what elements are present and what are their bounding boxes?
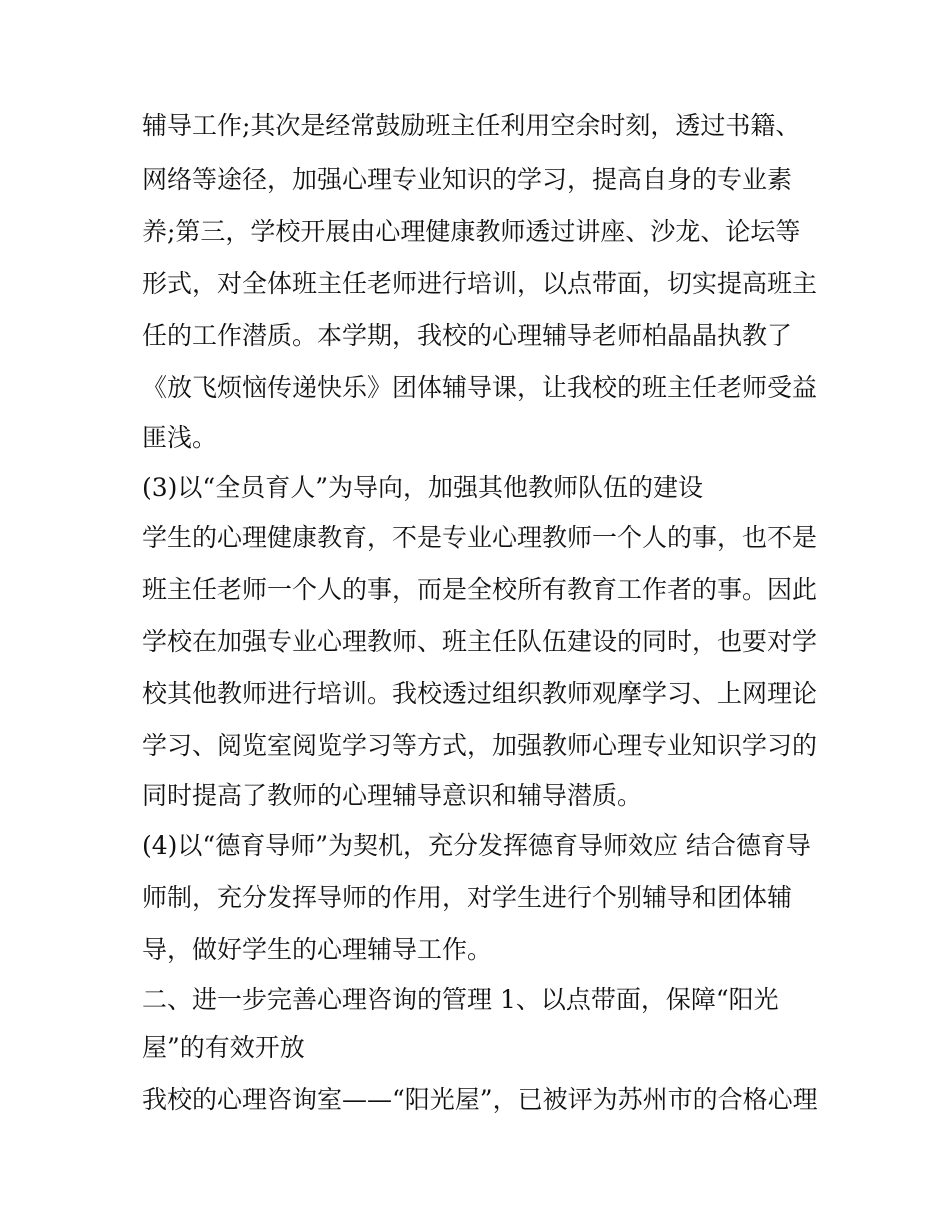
section-heading-continued: 屋”的有效开放 bbox=[142, 1033, 305, 1062]
text-line: 学生的心理健康教育，不是专业心理教师一个人的事，也不是 bbox=[142, 523, 818, 552]
text-line: 匪浅。 bbox=[142, 423, 218, 452]
text-line: 养;第三，学校开展由心理健康教师透过讲座、沙龙、论坛等 bbox=[142, 217, 801, 246]
text-line: 我校的心理咨询室——“阳光屋”，已被评为苏州市的合格心理 bbox=[142, 1085, 818, 1114]
text-line: 同时提高了教师的心理辅导意识和辅导潜质。 bbox=[142, 781, 643, 810]
text-line: 《放飞烦恼传递快乐》团体辅导课，让我校的班主任老师受益 bbox=[142, 373, 818, 402]
text-line: 班主任老师一个人的事，而是全校所有教育工作者的事。因此 bbox=[142, 575, 818, 604]
text-line: 辅导工作;其次是经常鼓励班主任利用空余时刻，透过书籍、 bbox=[142, 111, 801, 140]
text-line: 学校在加强专业心理教师、班主任队伍建设的同时，也要对学 bbox=[142, 627, 818, 656]
text-line: 网络等途径，加强心理专业知识的学习，提高自身的专业素 bbox=[142, 165, 793, 194]
text-line: 学习、阅览室阅览学习等方式，加强教师心理专业知识学习的 bbox=[142, 731, 818, 760]
text-line: 导，做好学生的心理辅导工作。 bbox=[142, 935, 493, 964]
section-heading: (3)以“全员育人”为导向，加强其他教师队伍的建设 bbox=[142, 473, 703, 502]
section-heading: 二、进一步完善心理咨询的管理 1、以点带面，保障“阳光 bbox=[142, 985, 779, 1014]
text-line: 校其他教师进行培训。我校透过组织教师观摩学习、上网理论 bbox=[142, 679, 818, 708]
text-line: 任的工作潜质。本学期，我校的心理辅导老师柏晶晶执教了 bbox=[142, 321, 793, 350]
text-line: 师制，充分发挥导师的作用，对学生进行个别辅导和团体辅 bbox=[142, 883, 793, 912]
text-line: 形式，对全体班主任老师进行培训，以点带面，切实提高班主 bbox=[142, 269, 818, 298]
section-heading: (4)以“德育导师”为契机，充分发挥德育导师效应 结合德育导 bbox=[142, 831, 811, 860]
